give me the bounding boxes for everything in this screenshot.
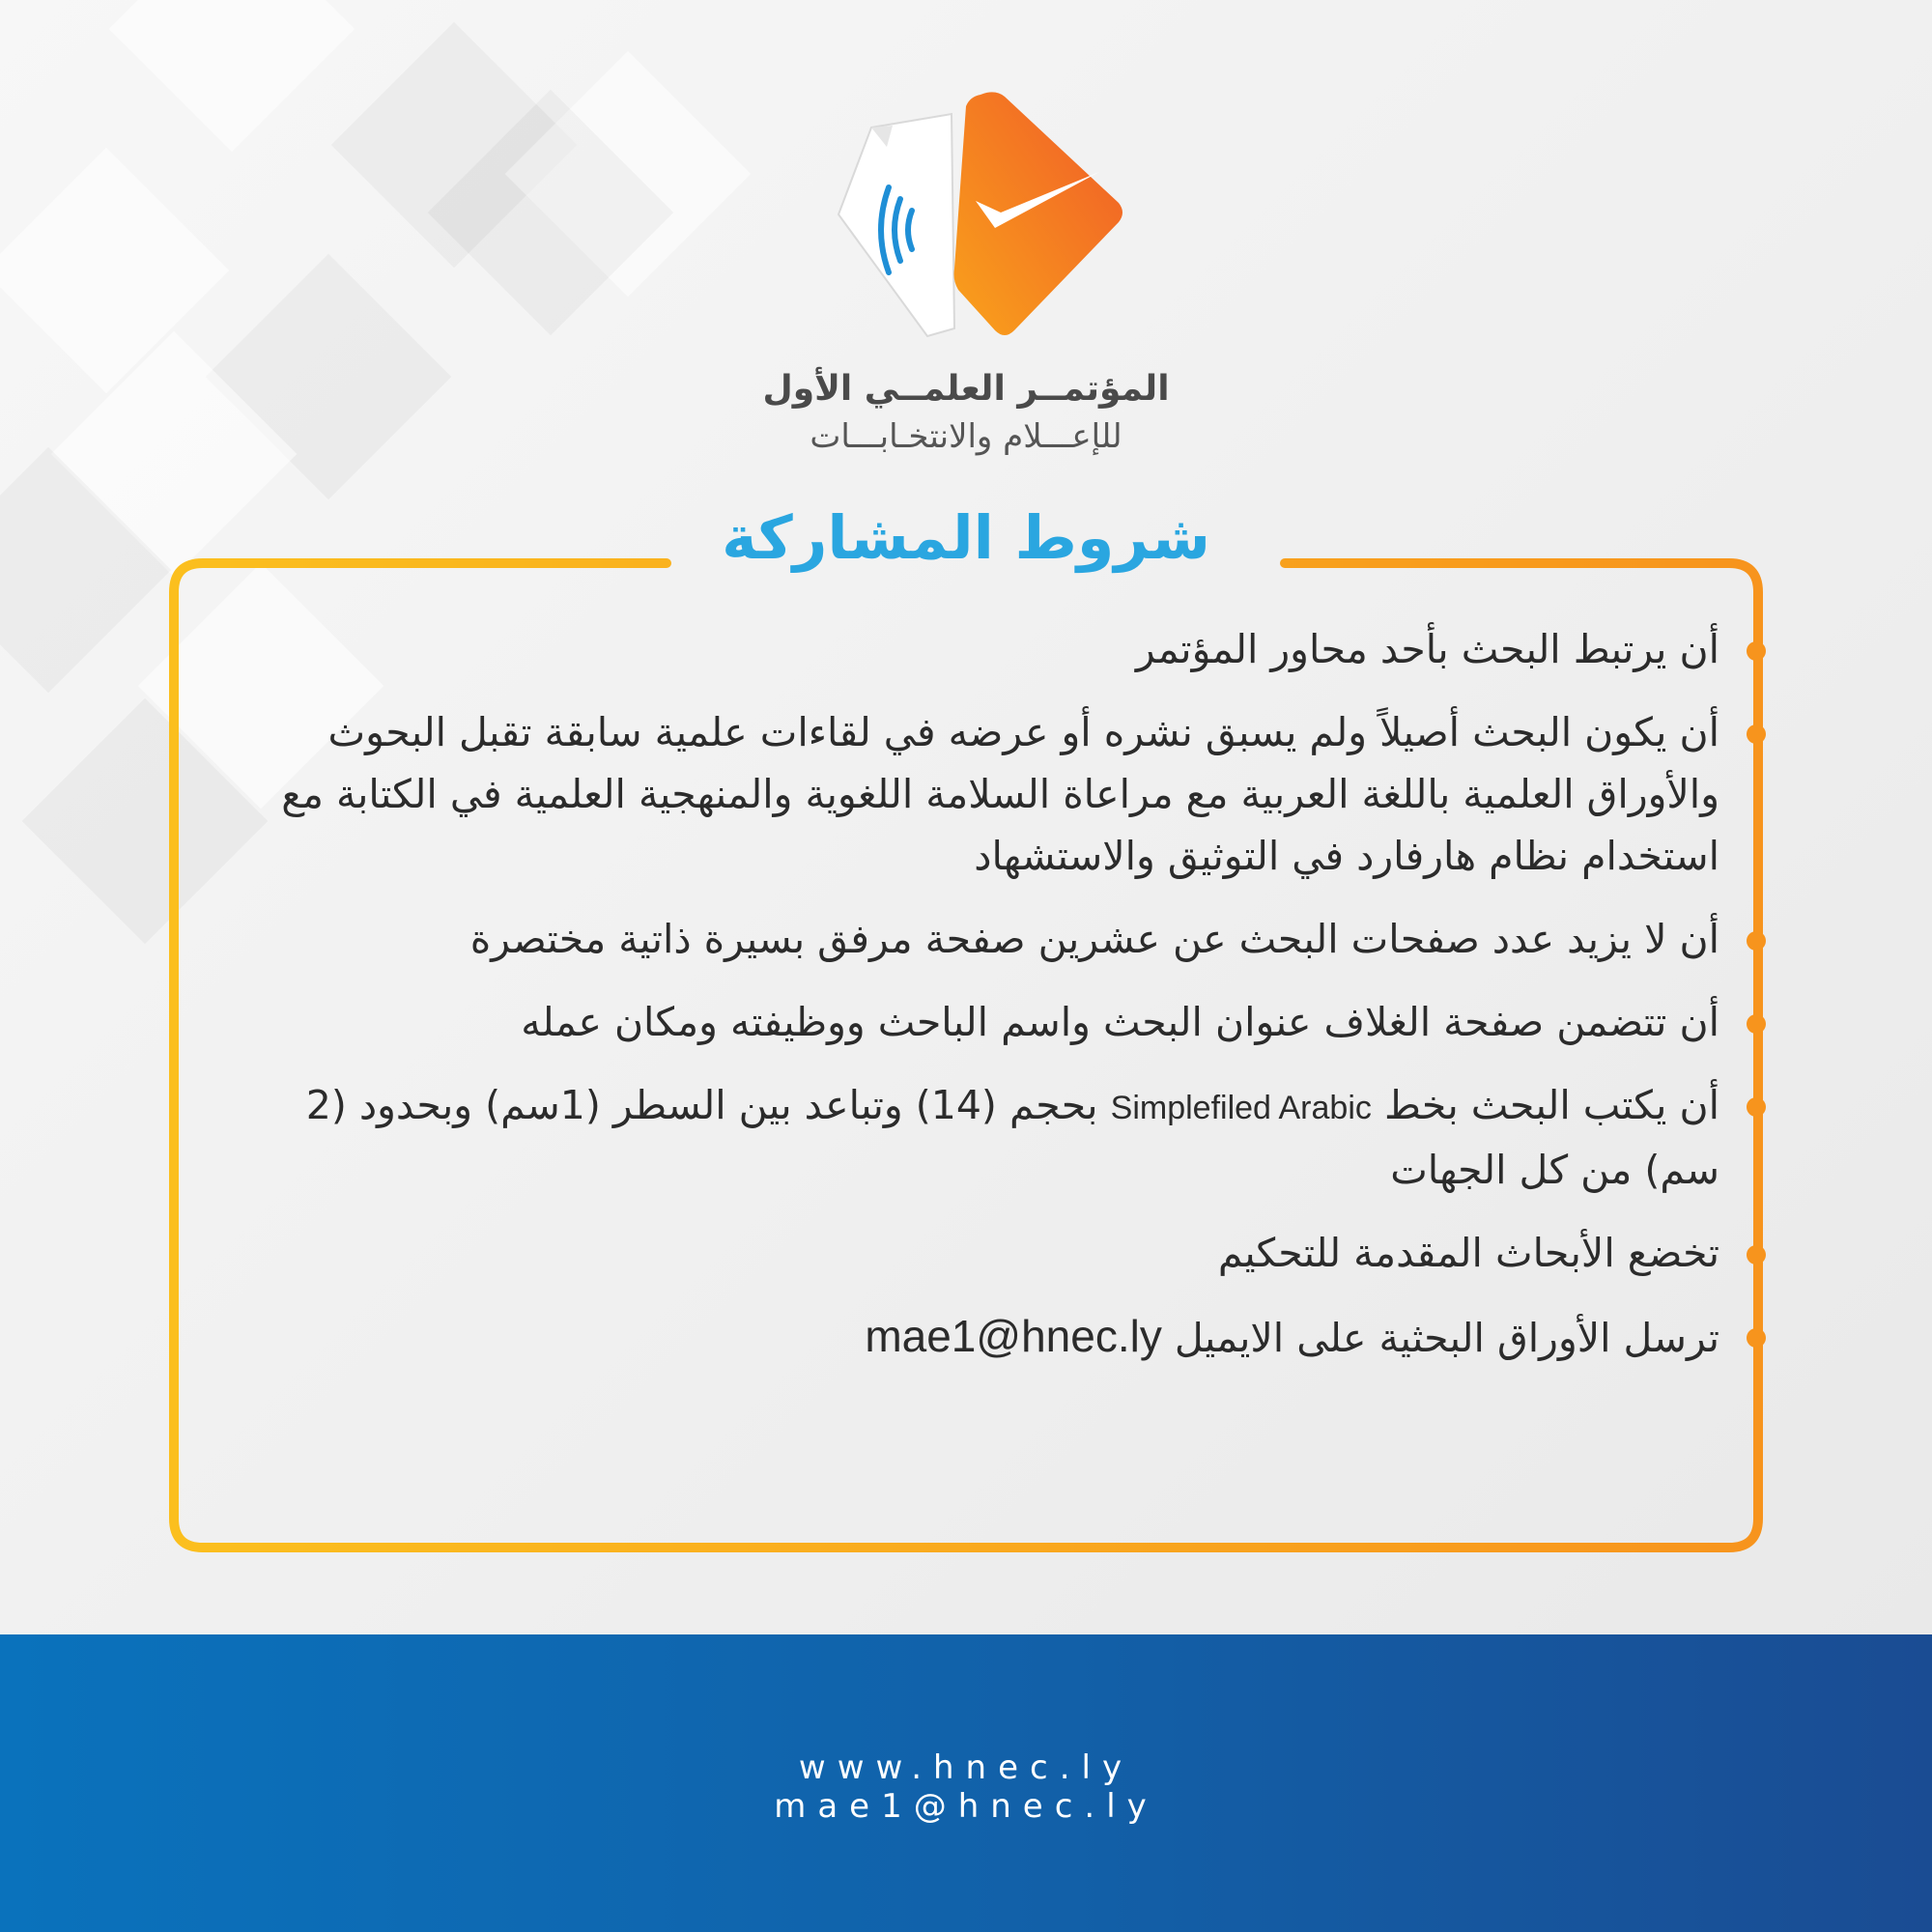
condition-text: أن يرتبط البحث بأحد محاور المؤتمر [1135, 626, 1719, 672]
bullet-icon [1747, 1014, 1766, 1034]
bullet-icon [1747, 641, 1766, 661]
conference-title-line1: المؤتمــر العلمــي الأول [762, 369, 1170, 409]
list-item [251, 701, 1719, 887]
list-item [251, 1074, 1719, 1201]
condition-text-after: بحجم (14) وتباعد بين السطر (1سم) وبحدود (2 سم) من كل الجهات [305, 1082, 1719, 1193]
condition-text: ترسل الأوراق البحثية على الايميل [1174, 1315, 1719, 1361]
submission-email-link[interactable]: mae1@hnec.ly [865, 1311, 1162, 1361]
condition-text: أن لا يزيد عدد صفحات البحث عن عشرين صفحة مرفق بسيرة ذاتية مختصرة [469, 916, 1719, 962]
font-name: Simplefiled Arabic [1110, 1090, 1372, 1126]
bullet-icon [1747, 1328, 1766, 1348]
list-item [251, 618, 1719, 680]
list-item [251, 1222, 1719, 1284]
list-item [251, 991, 1719, 1053]
conference-title-line2: للإعـــلام والانتخـابـــات [810, 417, 1122, 456]
footer-email-link[interactable]: mae1@hnec.ly [774, 1787, 1158, 1826]
condition-text: أن يكون البحث أصيلاً ولم يسبق نشره أو عرضه في لقاءات علمية سابقة تقبل البحوث والأوراق العلمية باللغة العربية مع مراعاة السلامة اللغوية والمنهجية العلمية في الكتابة مع استخدام نظام هارفارد في التوثيق والاستشهاد [281, 709, 1719, 879]
condition-text: أن تتضمن صفحة الغلاف عنوان البحث واسم الباحث ووظيفته ومكان عمله [521, 999, 1719, 1045]
bullet-icon [1747, 1245, 1766, 1264]
section-title: شروط المشاركة [722, 502, 1210, 573]
conditions-list [251, 618, 1719, 1390]
condition-text: تخضع الأبحاث المقدمة للتحكيم [1217, 1230, 1719, 1276]
list-item [251, 1305, 1719, 1369]
condition-text-before: أن يكتب البحث بخط [1383, 1082, 1719, 1128]
footer-website-link[interactable]: www.hnec.ly [798, 1748, 1134, 1787]
bullet-icon [1747, 724, 1766, 744]
bullet-icon [1747, 931, 1766, 951]
list-item [251, 908, 1719, 970]
bullet-icon [1747, 1097, 1766, 1117]
